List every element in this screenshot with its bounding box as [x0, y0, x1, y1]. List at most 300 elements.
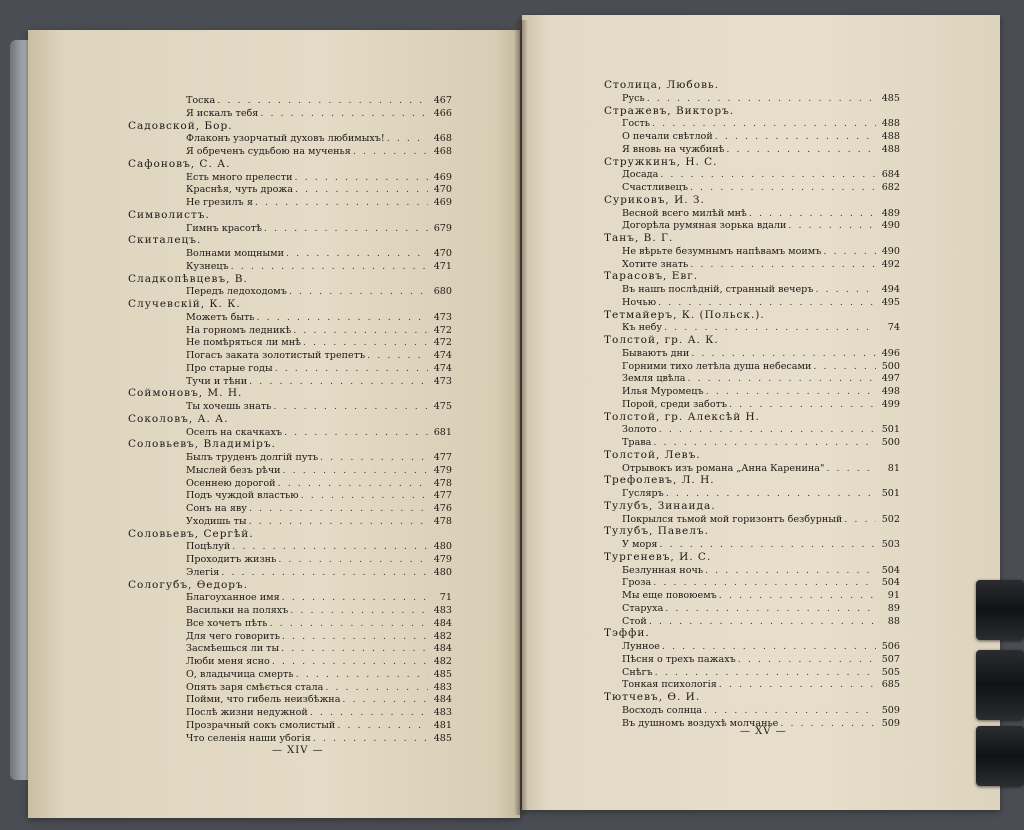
- poem-title: Элегія: [186, 566, 220, 578]
- page-reference: 492: [881, 258, 900, 270]
- toc-entry: [622, 463, 900, 475]
- page-reference: 504: [881, 564, 900, 576]
- author-heading: Стружкинъ, Н. С.: [604, 155, 718, 168]
- poem-title: Мы еще повоюемъ: [622, 590, 717, 601]
- poem-title: Васильки на поляхъ: [186, 605, 289, 616]
- page-reference: 505: [881, 666, 900, 678]
- dot-leader: [659, 424, 876, 436]
- toc-entry: [622, 348, 900, 360]
- poem-title: Оселъ на скачкахъ: [186, 426, 282, 438]
- toc-entry: [186, 95, 452, 107]
- page-reference: 480: [433, 541, 452, 553]
- dot-leader: [296, 669, 428, 681]
- poem-title: Трава: [622, 437, 652, 448]
- page-reference: 509: [881, 717, 900, 729]
- right-page-number: — XV —: [740, 726, 787, 737]
- toc-entry: [622, 169, 900, 181]
- page-reference: 507: [881, 653, 900, 665]
- page-reference: 474: [433, 350, 452, 361]
- page-reference: 509: [881, 704, 900, 716]
- author-heading: Символистъ.: [128, 208, 210, 221]
- author-heading: Сладкопѣвцевъ, В.: [128, 272, 248, 285]
- author-heading: Соколовъ, А. А.: [128, 412, 229, 425]
- toc-entry: [622, 603, 900, 615]
- page-reference: 469: [433, 171, 452, 183]
- poem-title: Не вѣрьте безумнымъ напѣвамъ моимъ: [622, 245, 822, 257]
- page-reference: 681: [433, 426, 452, 438]
- toc-entry: [622, 284, 900, 296]
- author-heading: Трефолевъ, Л. Н.: [604, 474, 715, 487]
- poem-title: Тучи и тѣни: [186, 375, 248, 387]
- poem-title: Отрывокъ изъ романа „Анна Каренина": [622, 462, 825, 474]
- page-reference: 88: [887, 615, 900, 627]
- dot-leader: [655, 667, 876, 679]
- author-heading: Толстой, гр. А. К.: [604, 334, 719, 346]
- poem-title: Опять заря смѣється стала: [186, 681, 324, 693]
- toc-entry: [622, 577, 900, 589]
- binder-clip-bottom: [976, 726, 1024, 786]
- dot-leader: [665, 603, 876, 615]
- author-heading: Тютчевъ, Ѳ. И.: [604, 691, 701, 703]
- toc-entry: [622, 488, 900, 500]
- author-heading: Столица, Любовь.: [604, 79, 720, 91]
- poem-title: У моря: [622, 539, 658, 550]
- dot-leader: [320, 452, 428, 464]
- page-reference: 469: [433, 197, 452, 208]
- poem-title: Хотите знать: [622, 258, 689, 270]
- page-reference: 488: [881, 143, 900, 155]
- poem-title: Гроза: [622, 577, 652, 589]
- dot-leader: [749, 208, 876, 220]
- poem-title: Погасъ заката золотистый трепетъ: [186, 350, 366, 361]
- page-reference: 467: [433, 95, 452, 106]
- toc-entry: [622, 590, 900, 602]
- page-reference: 679: [433, 222, 452, 234]
- author-heading: Соловьевъ, Владиміръ.: [128, 438, 276, 451]
- poem-title: Гимнъ красотѣ: [186, 222, 262, 234]
- toc-entry: [622, 93, 900, 105]
- poem-title: Былъ труденъ долгій путь: [186, 452, 319, 463]
- toc-entry: [622, 144, 900, 156]
- toc-entry: [622, 131, 900, 143]
- poem-title: Проходитъ жизнь: [186, 554, 277, 565]
- poem-title: Пѣсня о трехъ пажахъ: [622, 653, 736, 665]
- dot-leader: [249, 503, 428, 515]
- left-page-number: — XIV —: [272, 745, 324, 756]
- page-reference: 498: [881, 386, 900, 397]
- toc-entry: [186, 427, 452, 439]
- toc-entry: [622, 220, 900, 232]
- page-reference: 483: [433, 605, 452, 616]
- toc-entry: [186, 605, 452, 617]
- toc-entry: [622, 399, 900, 411]
- toc-entry: [622, 208, 900, 220]
- author-heading: Тулубъ, Зинаида.: [604, 499, 716, 512]
- dot-leader: [726, 144, 876, 156]
- toc-entry: [186, 631, 452, 643]
- author-heading: Суриковъ, И. З.: [604, 193, 705, 206]
- dot-leader: [647, 93, 876, 105]
- dot-leader: [273, 401, 428, 413]
- page-reference: 472: [433, 324, 452, 336]
- page-reference: 91: [887, 590, 900, 601]
- dot-leader: [649, 616, 876, 628]
- dot-leader: [652, 118, 876, 130]
- toc-entry: [186, 465, 452, 477]
- poem-title: Пойми, что гибель неизбѣжна: [186, 694, 341, 706]
- page-reference: 472: [433, 337, 452, 349]
- poem-title: Лунное: [622, 641, 660, 652]
- toc-entry: [622, 705, 900, 717]
- toc-entry: [186, 592, 452, 604]
- dot-leader: [283, 465, 428, 477]
- toc-entry: [622, 641, 900, 653]
- toc-entry: [186, 261, 452, 273]
- dot-leader: [660, 169, 876, 181]
- poem-title: Послѣ жизни недужной: [186, 707, 308, 718]
- left-page: [28, 30, 520, 818]
- poem-title: Порой, среди заботъ: [622, 398, 728, 410]
- page-reference: 479: [433, 464, 452, 476]
- dot-leader: [272, 656, 428, 668]
- page-reference: 470: [433, 184, 452, 196]
- dot-leader: [823, 246, 876, 258]
- poem-title: Гость: [622, 118, 651, 130]
- page-reference: 485: [881, 92, 900, 104]
- toc-entry: [186, 478, 452, 490]
- page-reference: 481: [433, 719, 452, 731]
- poem-title: Ночью: [622, 296, 657, 308]
- toc-entry: [622, 322, 900, 334]
- dot-leader: [659, 539, 876, 551]
- poem-title: Тонкая психологія: [622, 679, 717, 691]
- author-heading: Танъ, В. Г.: [604, 232, 674, 244]
- dot-leader: [303, 337, 428, 349]
- page-reference: 484: [433, 643, 452, 655]
- poem-title: Весной всего милѣй мнѣ: [622, 207, 747, 219]
- right-page: [522, 15, 1000, 810]
- dot-leader: [715, 131, 876, 143]
- poem-title: Мыслей безъ рѣчи: [186, 464, 281, 476]
- poem-title: Я обреченъ судьбою на мученья: [186, 146, 351, 157]
- dot-leader: [278, 478, 428, 490]
- page-reference: 477: [433, 452, 452, 463]
- author-heading: Скиталецъ.: [128, 234, 202, 247]
- dot-leader: [217, 95, 428, 107]
- page-reference: 468: [433, 146, 452, 157]
- dot-leader: [690, 259, 876, 271]
- poem-title: Благоуханное имя: [186, 592, 280, 604]
- toc-entry: [186, 707, 452, 719]
- poem-title: О, владычица смерть: [186, 668, 294, 680]
- poem-title: Русь: [622, 92, 645, 104]
- page-reference: 483: [433, 707, 452, 718]
- page-reference: 497: [881, 373, 900, 385]
- toc-entry: [186, 643, 452, 655]
- toc-entry: [186, 248, 452, 260]
- page-reference: 503: [881, 539, 900, 550]
- dot-leader: [325, 682, 428, 694]
- poem-title: Не грезилъ я: [186, 197, 253, 208]
- dot-leader: [260, 108, 428, 120]
- toc-entry: [186, 618, 452, 630]
- toc-entry: [186, 146, 452, 158]
- dot-leader: [367, 350, 428, 362]
- dot-leader: [249, 376, 428, 388]
- dot-leader: [295, 172, 428, 184]
- poem-title: Люби меня ясно: [186, 656, 270, 667]
- dot-leader: [255, 197, 428, 209]
- toc-entry: [622, 118, 900, 130]
- poem-title: Прозрачный сокъ смолистый: [186, 719, 336, 731]
- page-reference: 81: [887, 462, 900, 474]
- page-reference: 474: [433, 362, 452, 374]
- poem-title: Восходъ солнца: [622, 704, 702, 716]
- toc-entry: [186, 516, 452, 528]
- poem-title: Стой: [622, 615, 647, 627]
- dot-leader: [264, 223, 428, 235]
- dot-leader: [231, 261, 428, 273]
- toc-entry: [622, 373, 900, 385]
- toc-entry: [622, 654, 900, 666]
- page-reference: 501: [881, 424, 900, 436]
- toc-entry: [186, 337, 452, 349]
- dot-leader: [687, 373, 876, 385]
- toc-entry: [622, 386, 900, 398]
- author-heading: Толстой, гр. Алексѣй Н.: [604, 410, 761, 423]
- author-heading: Сологубъ, Ѳедоръ.: [128, 578, 249, 591]
- author-heading: Тетмайеръ, К. (Польск.).: [604, 308, 765, 321]
- dot-leader: [353, 146, 428, 158]
- page-reference: 502: [881, 513, 900, 525]
- poem-title: Волнами мощными: [186, 248, 284, 259]
- poem-title: Все хочетъ пѣть: [186, 617, 268, 629]
- dot-leader: [387, 133, 428, 145]
- dot-leader: [653, 577, 876, 589]
- page-reference: 500: [881, 360, 900, 372]
- poem-title: Уходишь ты: [186, 515, 247, 527]
- dot-leader: [788, 220, 876, 232]
- poem-title: Горними тихо летѣла душа небесами: [622, 360, 812, 372]
- toc-entry: [186, 363, 452, 375]
- toc-entry: [186, 350, 452, 362]
- toc-entry: [186, 133, 452, 145]
- poem-title: Я искалъ тебя: [186, 107, 259, 119]
- author-heading: Сафоновъ, С. А.: [128, 157, 231, 170]
- toc-entry: [622, 246, 900, 258]
- author-heading: Соловьевъ, Сергѣй.: [128, 527, 254, 540]
- dot-leader: [719, 590, 876, 602]
- poem-title: Флаконъ узорчатый духовъ любимыхъ!: [186, 133, 385, 145]
- dot-leader: [690, 182, 876, 194]
- binder-clip-middle: [976, 650, 1024, 720]
- binder-clip-top: [976, 580, 1024, 640]
- page-reference: 499: [881, 398, 900, 410]
- poem-title: Догорѣла румяная зорька вдали: [622, 220, 787, 232]
- poem-title: Снѣгъ: [622, 666, 653, 678]
- dot-leader: [719, 679, 876, 691]
- page-reference: 494: [881, 284, 900, 295]
- dot-leader: [270, 618, 428, 630]
- toc-entry: [186, 682, 452, 694]
- toc-entry: [622, 297, 900, 309]
- page-reference: 478: [433, 515, 452, 527]
- poem-title: Я вновь на чужбинѣ: [622, 143, 725, 155]
- toc-entry: [186, 490, 452, 502]
- poem-title: Земля цвѣла: [622, 373, 686, 385]
- dot-leader: [293, 325, 428, 337]
- poem-title: О печали свѣтлой: [622, 131, 713, 142]
- author-heading: Толстой, Левъ.: [604, 448, 701, 461]
- page-reference: 504: [881, 577, 900, 589]
- dot-leader: [337, 720, 428, 732]
- page-reference: 473: [433, 375, 452, 387]
- toc-entry: [622, 514, 900, 526]
- toc-entry: [186, 720, 452, 732]
- page-reference: 471: [433, 260, 452, 272]
- dot-leader: [826, 463, 876, 475]
- poem-title: На горномъ ледникѣ: [186, 324, 292, 336]
- dot-leader: [310, 707, 428, 719]
- dot-leader: [664, 322, 876, 334]
- poem-title: Подъ чуждой властью: [186, 490, 299, 502]
- poem-title: Осеннею дорогой: [186, 477, 276, 489]
- page-reference: 490: [881, 245, 900, 257]
- dot-leader: [662, 641, 876, 653]
- page-reference: 488: [881, 118, 900, 130]
- poem-title: Гусляръ: [622, 488, 664, 499]
- author-heading: Случевскій, К. К.: [128, 298, 241, 310]
- left-page-contents: [28, 30, 520, 818]
- toc-entry: [186, 223, 452, 235]
- page-reference: 468: [433, 133, 452, 145]
- page-reference: 480: [433, 566, 452, 578]
- dot-leader: [281, 643, 428, 655]
- page-reference: 488: [881, 131, 900, 142]
- page-reference: 485: [433, 668, 452, 680]
- page-reference: 466: [433, 107, 452, 119]
- page-reference: 680: [433, 286, 452, 298]
- poem-title: Покрылся тьмой мой горизонтъ безбурный: [622, 513, 843, 525]
- page-reference: 495: [881, 296, 900, 308]
- page-reference: 500: [881, 437, 900, 448]
- page-reference: 489: [881, 207, 900, 219]
- toc-entry: [622, 679, 900, 691]
- dot-leader: [257, 312, 428, 324]
- dot-leader: [813, 361, 876, 373]
- toc-entry: [186, 567, 452, 579]
- toc-entry: [186, 312, 452, 324]
- page-reference: 483: [433, 681, 452, 693]
- poem-title: Краснѣя, чуть дрожа: [186, 184, 293, 196]
- poem-title: Есть много прелести: [186, 171, 293, 183]
- poem-title: Бываютъ дни: [622, 347, 690, 359]
- dot-leader: [342, 694, 428, 706]
- toc-entry: [186, 452, 452, 464]
- toc-entry: [186, 669, 452, 681]
- dot-leader: [301, 490, 428, 502]
- right-page-contents: [522, 15, 1000, 810]
- page-reference: 470: [433, 248, 452, 259]
- page-reference: 490: [881, 220, 900, 232]
- toc-entry: [622, 616, 900, 628]
- page-reference: 506: [881, 641, 900, 652]
- dot-leader: [704, 705, 876, 717]
- dot-leader: [289, 286, 428, 298]
- toc-entry: [186, 503, 452, 515]
- toc-entry: [186, 541, 452, 553]
- page-reference: 496: [881, 347, 900, 359]
- author-heading: Тулубъ, Павелъ.: [604, 525, 709, 538]
- page-reference: 479: [433, 554, 452, 565]
- page-reference: 485: [433, 732, 452, 744]
- page-reference: 477: [433, 490, 452, 502]
- poem-title: Золото: [622, 424, 657, 436]
- page-reference: 482: [433, 656, 452, 667]
- poem-title: Передъ ледоходомъ: [186, 286, 287, 298]
- dot-leader: [275, 363, 428, 375]
- dot-leader: [666, 488, 876, 500]
- page-reference: 475: [433, 401, 452, 412]
- toc-entry: [186, 197, 452, 209]
- poem-title: Сонъ на яву: [186, 503, 247, 514]
- dot-leader: [729, 399, 876, 411]
- poem-title: Тоска: [186, 95, 216, 106]
- page-reference: 484: [433, 617, 452, 629]
- page-reference: 684: [881, 169, 900, 181]
- dot-leader: [290, 605, 428, 617]
- poem-title: Поцѣлуй: [186, 541, 231, 553]
- poem-title: Счастливецъ: [622, 182, 688, 193]
- dot-leader: [249, 516, 428, 528]
- toc-entry: [622, 361, 900, 373]
- dot-leader: [295, 184, 428, 196]
- poem-title: Что селенія наши убогія: [186, 732, 311, 744]
- dot-leader: [691, 348, 876, 360]
- poem-title: Засмѣешься ли ты: [186, 643, 280, 655]
- toc-entry: [186, 733, 452, 745]
- poem-title: Досада: [622, 169, 659, 181]
- poem-title: Для чего говорить: [186, 630, 280, 642]
- page-reference: 89: [887, 602, 900, 614]
- page-reference: 476: [433, 503, 452, 514]
- dot-leader: [658, 297, 876, 309]
- toc-entry: [622, 565, 900, 577]
- dot-leader: [705, 565, 876, 577]
- toc-entry: [186, 286, 452, 298]
- toc-entry: [186, 554, 452, 566]
- dot-leader: [221, 567, 428, 579]
- dot-leader: [313, 733, 428, 745]
- poem-title: Безлунная ночь: [622, 564, 704, 576]
- page-reference: 473: [433, 311, 452, 323]
- page-reference: 478: [433, 477, 452, 489]
- page-reference: 682: [881, 182, 900, 193]
- poem-title: Илья Муромецъ: [622, 386, 704, 397]
- dot-leader: [844, 514, 876, 526]
- dot-leader: [706, 386, 876, 398]
- author-heading: Тарасовъ, Евг.: [604, 270, 699, 283]
- author-heading: Тургеневъ, И. С.: [604, 550, 712, 563]
- page-reference: 501: [881, 488, 900, 499]
- page-reference: 71: [439, 592, 452, 604]
- dot-leader: [284, 427, 428, 439]
- toc-entry: [186, 376, 452, 388]
- poem-title: Старуха: [622, 602, 664, 614]
- dot-leader: [653, 437, 876, 449]
- poem-title: Кузнецъ: [186, 260, 229, 272]
- page-reference: 484: [433, 694, 452, 706]
